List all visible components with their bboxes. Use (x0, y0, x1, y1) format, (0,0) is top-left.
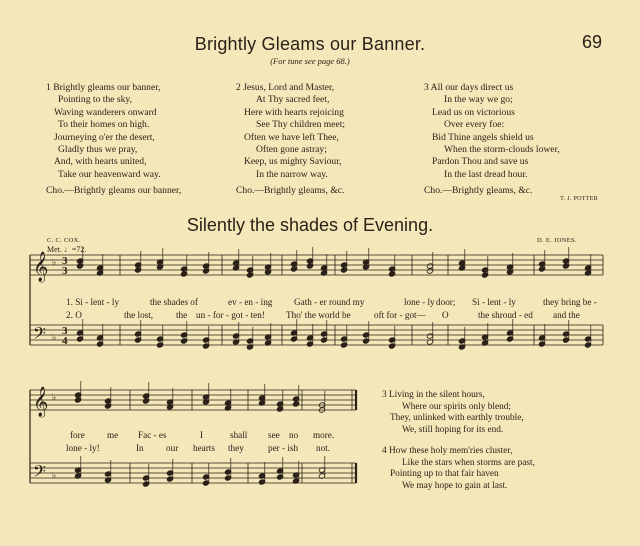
time-signature: 4 (62, 335, 68, 347)
tempo-marking: Met. ♩=72. (47, 245, 87, 254)
hymn-title: Brightly Gleams our Banner. (194, 34, 426, 54)
lyric-syllable: Fac - es (138, 430, 167, 440)
lyric-syllable: door; (436, 297, 456, 307)
flat-sign-icon: ♭ (52, 333, 57, 343)
lyric-syllable: they bring be - (543, 297, 597, 307)
hymn-2-title: Silently the shades of Evening. (186, 215, 434, 235)
lyric-syllable: Tho' the world be (286, 310, 351, 320)
stanza-line: Here with hearts rejoicing (244, 106, 344, 118)
stanza-line: Keep, us mighty Saviour, (244, 156, 342, 168)
stanza-line: Gladly thus we pray, (58, 144, 138, 156)
stanza-line: In the last dread hour. (444, 168, 528, 180)
bass-clef-icon: 𝄢 (33, 323, 46, 347)
flat-sign-icon: ♭ (52, 471, 57, 481)
stanza-line: Like the stars when storms are past, (402, 457, 535, 468)
stanza-line: See Thy children meet; (256, 119, 346, 131)
stanza-line: To their homes on high. (58, 119, 150, 131)
lyric-syllable: they (228, 443, 244, 453)
stanza-line: Lead us on victorious (432, 106, 515, 118)
lyric-syllable: not. (316, 443, 331, 453)
stanza-line: Waving wanderers onward (54, 106, 157, 118)
lyric-syllable: oft for - got— (374, 310, 426, 320)
author-credit-left: C. C. COX. (47, 237, 81, 244)
chorus-line: Cho.—Brightly gleams, &c. (424, 185, 533, 197)
stanza-line: We, still hoping for its end. (402, 424, 504, 435)
lyric-syllable: and the (553, 310, 580, 320)
stanza-line: Often we have left Thee, (244, 131, 339, 143)
page-number: 69 (581, 32, 602, 52)
lyric-syllable: 1. Si - lent - ly (66, 297, 120, 307)
stanza-line: 1 Brightly gleams our banner, (46, 82, 161, 93)
stanza-line: When the storm-clouds lower, (444, 144, 560, 156)
lyric-syllable: the shroud - ed (478, 310, 533, 320)
lyric-syllable: un - for - got - ten! (196, 310, 265, 320)
author-credit: T. J. POTTER (560, 196, 598, 202)
lyric-syllable: O (442, 310, 449, 320)
stanza-line: Pointing to the sky, (58, 94, 132, 106)
stanza-line: Take our heavenward way. (58, 168, 161, 180)
chorus-line: Cho.—Brightly gleams our banner, (46, 185, 182, 197)
bass-clef-icon: 𝄢 (33, 461, 46, 485)
stanza-line: 3 Living in the silent hours, (382, 390, 485, 400)
stanza-line: They, unlinked with earthly trouble, (390, 413, 524, 423)
lyric-syllable: me (107, 430, 119, 440)
stanza-line: In the narrow way. (256, 168, 328, 180)
stanza-line: Over every foe: (444, 119, 505, 131)
time-signature: 3 (62, 255, 68, 267)
lyric-syllable: per - ish (268, 443, 299, 453)
lyric-syllable: shall (230, 430, 248, 440)
lyric-syllable: In (136, 443, 144, 453)
stanza-line: Pardon Thou and save us (432, 156, 529, 168)
lyric-syllable: the shades of (150, 297, 198, 307)
chorus-line: Cho.—Brightly gleams, &c. (236, 185, 345, 197)
lyric-syllable: lone - ly! (66, 443, 100, 453)
treble-clef-icon: 𝄞 (33, 252, 49, 282)
stanza-line: We may hope to gain at last. (402, 480, 508, 491)
stanza-line: 4 How these holy mem'ries cluster, (382, 446, 513, 456)
lyric-syllable: the lost, (124, 310, 154, 320)
lyric-syllable: I (200, 430, 204, 440)
stanza-line: 3 All our days direct us (424, 82, 514, 93)
treble-clef-icon: 𝄞 (33, 387, 49, 417)
lyric-syllable: ev - en - ing (228, 297, 273, 307)
extra-stanza-3 (382, 390, 524, 436)
stanza-line: Pointing up to that fair haven (390, 469, 499, 479)
lyric-syllable: see (268, 430, 280, 440)
time-signature: 3 (62, 325, 68, 337)
stanza-line: Where our spirits only blend; (402, 401, 511, 412)
lyric-syllable: hearts (193, 443, 215, 453)
lyric-syllable: our (166, 443, 179, 453)
lyric-syllable: no (289, 430, 299, 440)
stanza-line: Often gone astray; (256, 144, 327, 156)
lyric-syllable: 2. O (66, 310, 82, 320)
flat-sign-icon: ♭ (52, 258, 57, 268)
stanza-line: And, with hearts united, (54, 156, 147, 168)
time-signature: 3 (62, 265, 68, 277)
stanza-line: 2 Jesus, Lord and Master, (236, 82, 335, 93)
composer-credit-right: D. E. JONES. (537, 237, 577, 244)
stanza-line: In the way we go; (444, 94, 513, 106)
lyric-syllable: more. (313, 430, 335, 440)
extra-stanza-4 (382, 446, 535, 492)
stanza-line: Journeying o'er the desert, (54, 131, 155, 143)
lyric-syllable: the (176, 310, 188, 320)
lyric-syllable: Si - lent - ly (472, 297, 516, 307)
stanza-line: At Thy sacred feet, (256, 94, 330, 106)
lyric-syllable: Gath - er round my (294, 297, 365, 307)
stanza-line: Bid Thine angels shield us (432, 131, 534, 143)
lyric-syllable: lone - ly (404, 297, 435, 307)
tune-note: (For tune see page 68.) (270, 56, 350, 66)
lyric-syllable: fore (70, 430, 85, 440)
flat-sign-icon: ♭ (52, 393, 57, 403)
